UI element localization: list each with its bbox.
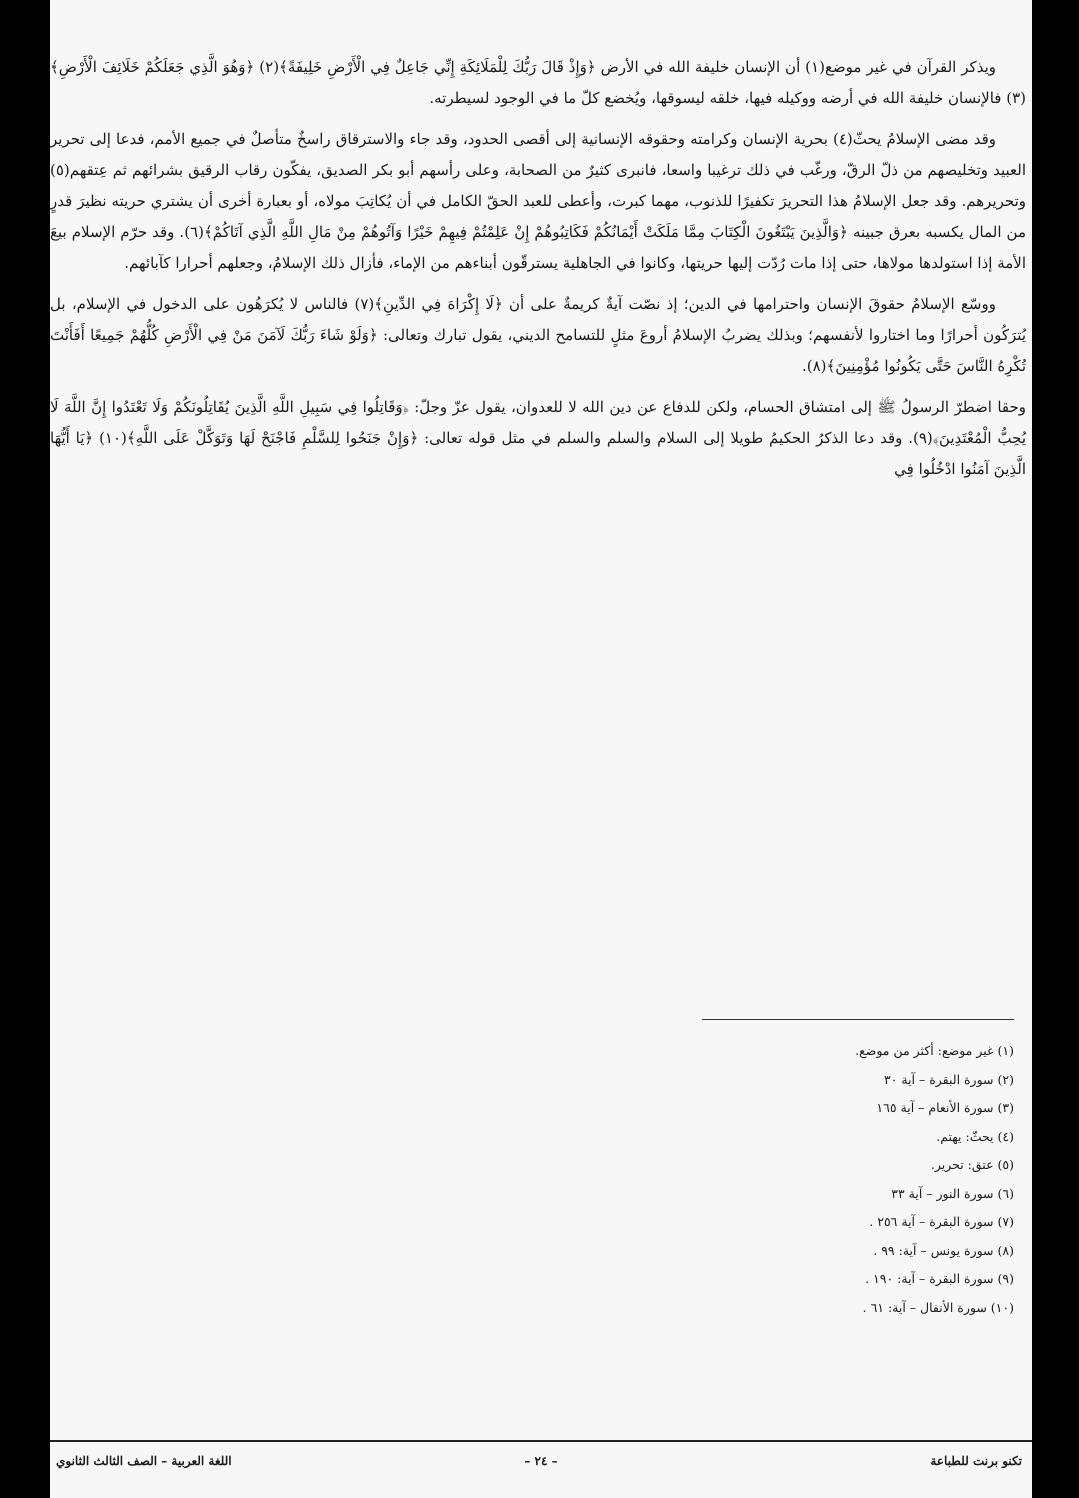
footnote-7: (٧) سورة البقرة – آية ٢٥٦ .	[869, 1214, 1014, 1229]
footnote-1: (١) غير موضع: أكثر من موضع.	[855, 1043, 1014, 1058]
paragraph-3: ووسّع الإسلامُ حقوقَ الإنسان واحترامها في الدين؛ إذ نصّت آيةٌ كريمةٌ على أن ﴿لَا إِكْرَاهَ فِي الدِّينِ﴾(٧) فالناس لا يُكرَهُون على الدخول في الإسلام، بل يُترَكُون أحرارًا وما اختاروا لأنفسهم؛ وبذلك يضربُ الإسلامُ أروعَ مثلٍ للتسامح الديني، يقول تبارك وتعالى: ﴿وَلَوْ شَاءَ رَبُّكَ لَآمَنَ مَنْ فِي الْأَرْضِ كُلُّهُمْ جَمِيعًا أَفَأَنْتَ تُكْرِهُ النَّاسَ حَتَّى يَكُونُوا مُؤْمِنِينَ﴾(٨).	[50, 295, 1026, 375]
footnotes	[574, 1037, 1014, 1322]
paragraph-2: وقد مضى الإسلامُ يحثّ(٤) بحرية الإنسان وكرامته وحقوقه الإنسانية إلى أقصى الحدود، وقد جاء والاسترقاق راسخٌ متأصلٌ في جميع الأمم، فدعا إلى تحرير العبيد وتخليصهم من ذلّ الرقّ، ورغّب في ذلك ترغيبا واسعا، فانبرى كثيرٌ من الصحابة، وعلى رأسهم أبو بكر الصديق، يفكّون رقاب الرقيق بشرائهم ثم عِتقهم(٥) وتحريرهم. وقد جعل الإسلامُ هذا التحريرَ تكفيرًا للذنوب، مهما كبرت، وأعطى للعبد الحقّ الكامل في أن يُكاتِبَ مولاه، أو بعبارة أخرى أن يشتري حريته نظيرَ قدرٍ من المال يكسبه بعرق جبينه ﴿وَالَّذِينَ يَبْتَغُونَ الْكِتَابَ مِمَّا مَلَكَتْ أَيْمَانُكُمْ فَكَاتِبُوهُمْ إِنْ عَلِمْتُمْ فِيهِمْ خَيْرًا وَآتُوهُمْ مِنْ مَالِ اللَّهِ الَّذِي آتَاكُمْ﴾(٦). وقد حرّم الإسلام بيعَ الأمة إذا استولدها مولاها، حتى إذا مات رُدّت إليها حريتها، وكانوا في الجاهلية يسترقّون أبناءهم من الإماء، فأزال ذلك الإسلامُ، وجعلهم أحرارا كآبائهم.	[50, 130, 1026, 272]
footer-divider	[50, 1440, 1032, 1442]
page-footer	[50, 1448, 1032, 1478]
main-text	[50, 52, 1026, 495]
footnote-4: (٤) يحثّ: يهتم.	[936, 1128, 1014, 1144]
footnote-8: (٨) سورة يونس – آية: ٩٩ .	[873, 1242, 1014, 1258]
footnote-divider	[702, 1019, 1014, 1020]
footer-subject: اللغة العربية – الصف الثالث الثانوي	[56, 1454, 232, 1468]
footer-publisher: تكنو برنت للطباعة	[930, 1454, 1022, 1468]
footnote-6: (٦) سورة النور – آية ٣٣	[891, 1185, 1014, 1201]
footnote-10: (١٠) سورة الأنفال – آية: ٦١ .	[862, 1299, 1014, 1315]
footnote-9: (٩) سورة البقرة – آية: ١٩٠ .	[865, 1271, 1014, 1286]
footnote-3: (٣) سورة الأنعام – آية ١٦٥	[876, 1100, 1014, 1115]
footnote-5: (٥) عتق: تحرير.	[930, 1157, 1014, 1172]
paragraph-4: وحقا اضطرّ الرسولُ ﷺ إلى امتشاق الحسام، ولكن للدفاع عن دين الله لا للعدوان، يقول عزّ وجلّ: ﴿وَقَاتِلُوا فِي سَبِيلِ اللَّهِ الَّذِينَ يُقَاتِلُونَكُمْ وَلَا تَعْتَدُوا إِنَّ اللَّهَ لَا يُحِبُّ الْمُعْتَدِينَ﴾(٩). وقد دعا الذكرُ الحكيمُ طويلا إلى السلام والسلم والسلم في مثل قوله تعالى: ﴿وَإِنْ جَنَحُوا لِلسَّلْمِ فَاجْنَحْ لَهَا وَتَوَكَّلْ عَلَى اللَّهِ﴾(١٠) ﴿يَا أَيُّهَا الَّذِينَ آمَنُوا ادْخُلُوا فِي	[50, 398, 1026, 478]
footnote-2: (٢) سورة البقرة – آية ٣٠	[883, 1071, 1014, 1087]
paragraph-1: ويذكر القرآن في غير موضع(١) أن الإنسان خليفة الله في الأرض ﴿وَإِذْ قَالَ رَبُّكَ لِلْمَلَائِكَةِ إِنِّي جَاعِلٌ فِي الْأَرْضِ خَلِيفَةً﴾(٢) ﴿وَهُوَ الَّذِي جَعَلَكُمْ خَلَائِفَ الْأَرْضِ﴾(٣) فالإنسان خليفة الله في أرضه ووكيله فيها، خلقه ليسوقها، ويُخضع كلّ ما في الوجود لسيطرته.	[50, 58, 1026, 107]
document-page	[50, 0, 1032, 1498]
page-number: – ٢٤ –	[524, 1454, 558, 1468]
